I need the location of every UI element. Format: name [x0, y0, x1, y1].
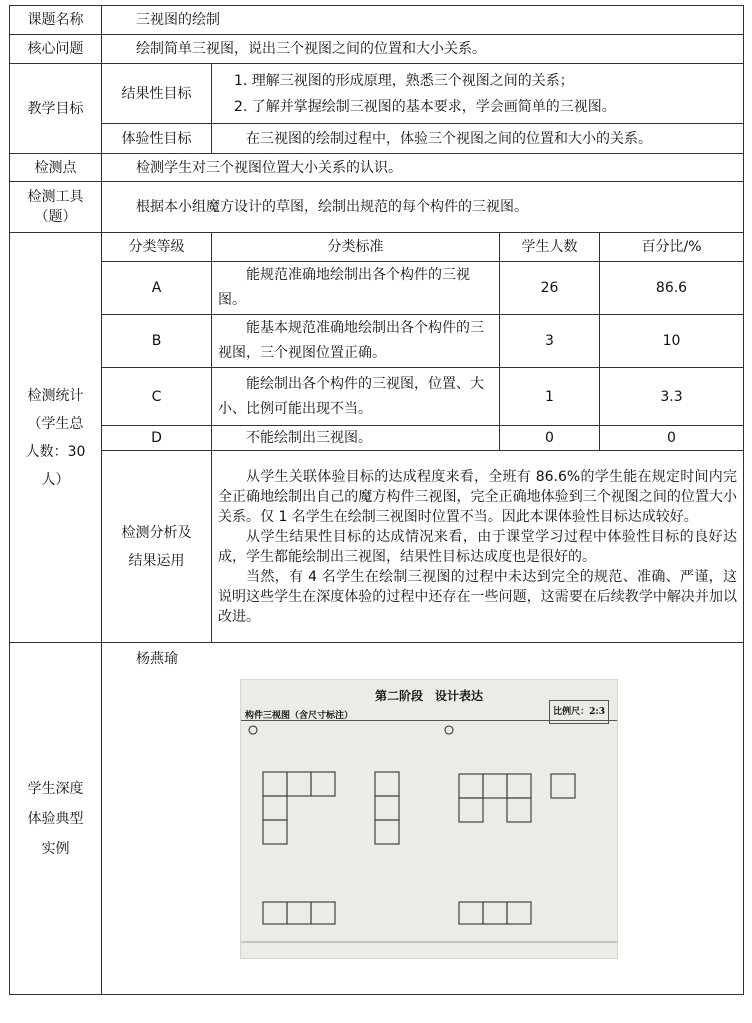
analysis-paragraph: 从学生关联体验目标的达成程度来看，全班有 86.6%的学生能在规定时间内完全正确地绘制出自己的魔方构件三视图，完全正确地体验到三个视图之间的位置大小关系。仅 1 名学生在绘制三视图时位置不当。因此本课体验性目标达成较好。 — [218, 468, 737, 525]
stats-grade: A — [102, 262, 212, 315]
stats-percent: 10 — [600, 315, 744, 368]
experience-goal-value: 在三视图的绘制过程中，体验三个视图之间的位置和大小的关系。 — [212, 124, 744, 154]
topic-value: 三视图的绘制 — [102, 6, 744, 35]
analysis-row — [10, 451, 744, 643]
student-drawing-photo — [240, 679, 618, 959]
result-goal-label: 结果性目标 — [102, 64, 212, 124]
student-name: 杨燕瑜 — [136, 651, 178, 667]
stats-criteria: 不能绘制出三视图。 — [212, 426, 500, 451]
experience-goal-row — [10, 124, 744, 154]
sketch-cell — [459, 774, 483, 798]
sketch-cell — [507, 798, 531, 822]
tool-row — [10, 182, 744, 233]
example-label: 学生深度体验典型实例 — [10, 643, 102, 995]
sketch-cell — [375, 772, 399, 796]
sketch-cell — [311, 902, 335, 924]
stats-header-grade: 分类等级 — [102, 233, 212, 262]
goals-label: 教学目标 — [10, 64, 102, 154]
result-goal-item: 1. 理解三视图的形成原理，熟悉三个视图之间的关系； — [234, 72, 574, 89]
sketch-cell — [287, 772, 311, 796]
topic-label: 课题名称 — [10, 6, 102, 35]
sketch-cell — [263, 772, 287, 796]
sketch-cell — [263, 796, 287, 820]
stats-header-percent: 百分比/% — [600, 233, 744, 262]
sketch-mark — [445, 726, 453, 734]
stats-row-d — [10, 426, 744, 451]
checkpoint-row — [10, 154, 744, 182]
sketch-mark — [249, 726, 257, 734]
sketch-cell — [483, 774, 507, 798]
stats-header-count: 学生人数 — [500, 233, 600, 262]
sketch-cell — [551, 774, 575, 798]
evaluation-table — [9, 5, 744, 995]
stats-percent: 3.3 — [600, 368, 744, 426]
analysis-label: 检测分析及结果运用 — [102, 451, 212, 643]
photo-title: 第二阶段 设计表达 — [374, 689, 483, 703]
stats-header-criteria: 分类标准 — [212, 233, 500, 262]
sketch-cell — [375, 820, 399, 844]
analysis-paragraph: 当然，有 4 名学生在绘制三视图的过程中未达到完全的规范、准确、严谨，这说明这些学生在深度体验的过程中还存在一些问题，这需要在后续教学中解决并加以改进。 — [218, 568, 737, 625]
core-question-value: 绘制简单三视图，说出三个视图之间的位置和大小关系。 — [102, 35, 744, 64]
stats-header-row — [10, 233, 744, 262]
sketch-cell — [311, 772, 335, 796]
example-content — [102, 643, 744, 995]
stats-criteria: 能基本规范准确地绘制出各个构件的三视图，三个视图位置正确。 — [212, 315, 500, 368]
sketch-cell — [287, 902, 311, 924]
tool-value: 根据本小组魔方设计的草图，绘制出规范的每个构件的三视图。 — [102, 182, 744, 233]
three-view-sketch — [241, 680, 617, 958]
analysis-paragraph: 从学生结果性目标的达成情况来看，由于课堂学习过程中体验性目标的良好达成，学生都能绘制出三视图，结果性目标达成度也是很好的。 — [218, 528, 737, 565]
stats-count: 3 — [500, 315, 600, 368]
checkpoint-label: 检测点 — [10, 154, 102, 182]
result-goal-list — [212, 64, 744, 124]
result-goal-item: 2. 了解并掌握绘制三视图的基本要求，学会画简单的三视图。 — [234, 98, 616, 115]
stats-criteria: 能规范准确地绘制出各个构件的三视图。 — [212, 262, 500, 315]
sketch-cell — [507, 902, 531, 924]
core-question-label: 核心问题 — [10, 35, 102, 64]
stats-grade: D — [102, 426, 212, 451]
stats-count: 0 — [500, 426, 600, 451]
stats-row-b — [10, 315, 744, 368]
checkpoint-value: 检测学生对三个视图位置大小关系的认识。 — [102, 154, 744, 182]
topic-row — [10, 6, 744, 35]
sketch-cell — [483, 902, 507, 924]
sketch-cell — [507, 774, 531, 798]
sketch-cell — [459, 902, 483, 924]
experience-goal-label: 体验性目标 — [102, 124, 212, 154]
stats-count: 26 — [500, 262, 600, 315]
goals-row — [10, 64, 744, 124]
stats-grade: B — [102, 315, 212, 368]
example-row — [10, 643, 744, 995]
tool-label: 检测工具（题） — [10, 182, 102, 233]
photo-subtitle: 构件三视图（含尺寸标注） — [245, 711, 354, 721]
sketch-cell — [263, 820, 287, 844]
sketch-cell — [263, 902, 287, 924]
sketch-cell — [375, 796, 399, 820]
stats-grade: C — [102, 368, 212, 426]
stats-row-c — [10, 368, 744, 426]
stats-percent: 0 — [600, 426, 744, 451]
lesson-evaluation-document — [9, 5, 743, 1017]
sketch-cell — [459, 798, 483, 822]
core-question-row — [10, 35, 744, 64]
stats-label: 检测统计（学生总人数：30人） — [10, 233, 102, 643]
photo-scale: 比例尺：2:3 — [549, 700, 609, 724]
analysis-text — [212, 451, 744, 643]
stats-criteria: 能绘制出各个构件的三视图，位置、大小、比例可能出现不当。 — [212, 368, 500, 426]
stats-count: 1 — [500, 368, 600, 426]
stats-row-a — [10, 262, 744, 315]
stats-percent: 86.6 — [600, 262, 744, 315]
